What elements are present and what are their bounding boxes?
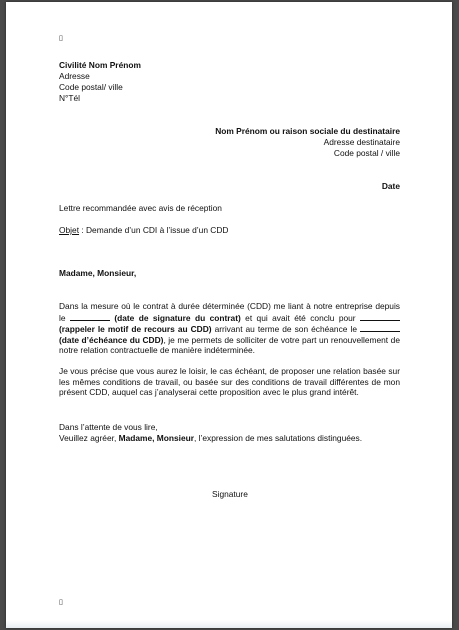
paragraph-1-text: , je me permets de solliciter de votre part un renouvellement de notre relation contractuelle de manière indéterminée. <box>59 334 400 356</box>
sender-address: Adresse <box>59 71 90 81</box>
signature-label: Signature <box>212 489 248 499</box>
blank-field <box>360 323 400 332</box>
paragraph-2: Je vous précise que vous aurez le loisir, le cas échéant, de proposer une relation basée sur les mêmes conditions de travail, ou basée sur des conditions de travail différentes de mon présent CDD, auquel cas j’analyserai cette proposition avec le plus grand intérêt. <box>59 366 400 398</box>
mail-type: Lettre recommandée avec avis de réception <box>59 203 222 213</box>
date-label: Date <box>381 181 400 191</box>
sender-name: Civilité Nom Prénom <box>59 60 141 70</box>
object-text: : Demande d’un CDI à l’issue d’un CDD <box>79 225 229 235</box>
sender-phone: N°Tél <box>59 93 81 103</box>
paragraph-1 <box>59 301 400 356</box>
closing-bold: Madame, Monsieur <box>118 433 194 443</box>
closing-line-1: Dans l’attente de vous lire, <box>59 422 158 432</box>
paragraph-1-text: Dans la mesure où le contrat à durée déterminée (CDD) me liant à notre entreprise depuis le <box>59 301 400 323</box>
salutation: Madame, Monsieur, <box>59 268 137 278</box>
recipient-name: Nom Prénom ou raison sociale du destinataire <box>215 126 400 136</box>
paragraph-1-bold: (date de signature du contrat) <box>114 312 241 323</box>
closing-line-2 <box>59 433 362 444</box>
recipient-address: Adresse destinataire <box>323 137 400 147</box>
letter-page <box>6 2 452 628</box>
footer-mark: ▯ <box>59 599 63 606</box>
sender-postal-city: Code postal/ ville <box>59 82 123 92</box>
object-line <box>59 225 228 236</box>
paragraph-1-bold: (date d’échéance du CDD) <box>59 334 164 345</box>
closing-prefix: Veuillez agréer, <box>59 433 119 443</box>
object-label: Objet <box>59 225 80 235</box>
closing-suffix: , l’expression de mes salutations distinguées. <box>194 433 363 443</box>
blank-field <box>360 312 400 321</box>
paragraph-1-text: et qui avait été conclu pour <box>240 312 360 323</box>
blank-field <box>70 312 110 321</box>
header-mark: ▯ <box>59 35 63 42</box>
recipient-postal-city: Code postal / ville <box>333 148 400 158</box>
paragraph-1-text: arrivant au terme de son échéance le <box>211 324 360 335</box>
paragraph-1-bold: (rappeler le motif de recours au CDD) <box>59 324 212 335</box>
page-bottom-edge <box>6 620 452 628</box>
